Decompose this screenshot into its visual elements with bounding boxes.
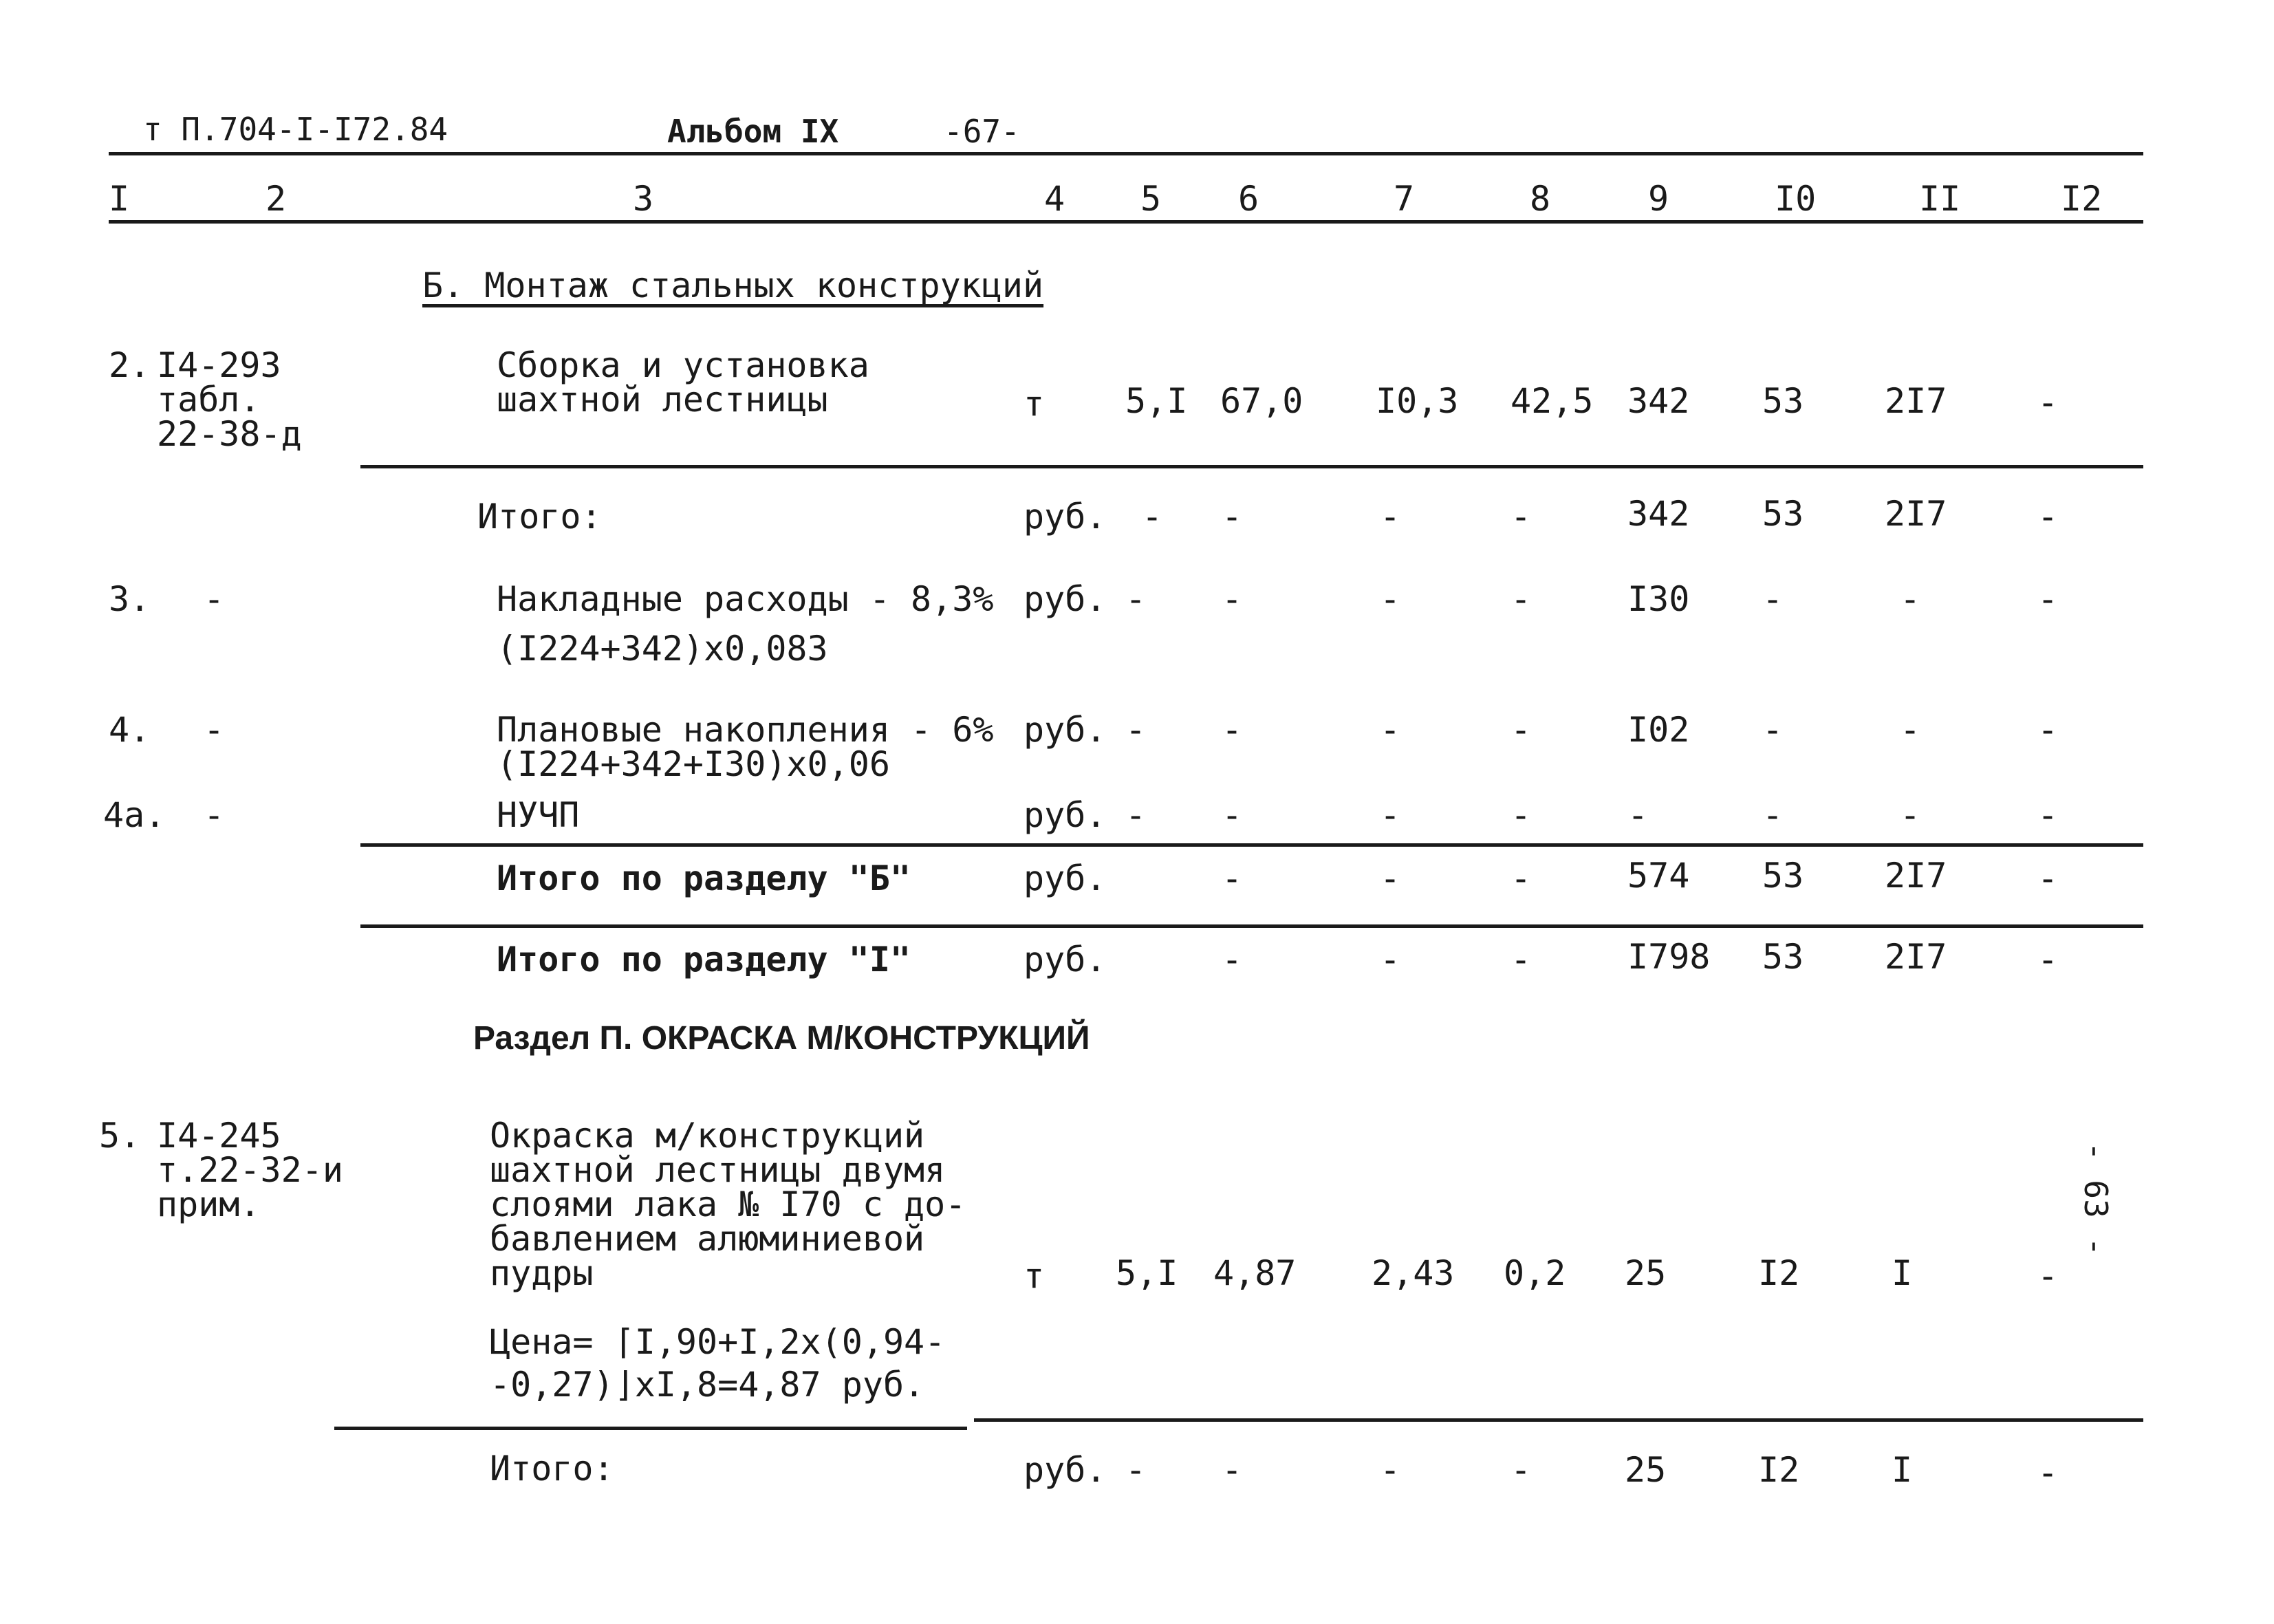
total-1-c7: - — [1380, 497, 1401, 537]
row-4-formula: (I224+342+I30)x0,06 — [497, 744, 890, 784]
row-2-c10: 53 — [1762, 381, 1804, 421]
doc-code: т П.704-I-I72.84 — [143, 111, 448, 148]
row-3-c6: - — [1222, 579, 1243, 619]
total-2-c9: 25 — [1625, 1450, 1667, 1490]
colnum-4: 4 — [1044, 179, 1065, 219]
row-4-c11: - — [1900, 710, 1921, 750]
row-4-code: - — [204, 710, 225, 750]
total-1-c5: - — [1142, 497, 1163, 537]
row-4-c10: - — [1762, 710, 1784, 750]
row-2-unit: т — [1024, 384, 1045, 424]
total-b-c10: 53 — [1762, 856, 1804, 896]
total-i-c6: - — [1222, 940, 1243, 979]
row-5-price-note: Цена= ⌈I,90+I,2x(0,94- -0,27)⌋xI,8=4,87 руб. — [490, 1322, 946, 1405]
colnum-12: I2 — [2061, 179, 2103, 219]
total-i-c11: 2I7 — [1885, 937, 1947, 977]
row-2-c7: I0,3 — [1376, 381, 1459, 421]
total-1-c11: 2I7 — [1885, 494, 1947, 534]
total-b-c6: - — [1222, 858, 1243, 898]
row-5-c10: I2 — [1758, 1253, 1800, 1293]
row-2-c12: - — [2037, 382, 2059, 422]
row-4a-c6: - — [1222, 795, 1243, 835]
total-2-c5: - — [1125, 1450, 1147, 1490]
total-b-c12: - — [2037, 858, 2059, 898]
row-2-c11: 2I7 — [1885, 381, 1947, 421]
colnum-5: 5 — [1140, 179, 1162, 219]
total-1-c8: - — [1510, 497, 1532, 537]
column-numbers-rule — [109, 220, 2143, 224]
total-b-c11: 2I7 — [1885, 856, 1947, 896]
total-1-c9: 342 — [1627, 494, 1690, 534]
colnum-9: 9 — [1648, 179, 1669, 219]
total-1-label: Итого: — [477, 497, 602, 537]
row-5-c11: I — [1892, 1253, 1913, 1293]
row-4a-c12: - — [2037, 795, 2059, 835]
row-4a-rule — [360, 843, 2143, 847]
row-5-num: 5. — [99, 1116, 141, 1156]
total-2-c12: - — [2037, 1453, 2059, 1493]
row-5-unit: т — [1024, 1256, 1045, 1296]
row-4a-c8: - — [1510, 795, 1532, 835]
row-5-c6: 4,87 — [1213, 1253, 1297, 1293]
colnum-10: I0 — [1775, 179, 1817, 219]
colnum-3: 3 — [633, 179, 654, 219]
row-5-c9: 25 — [1625, 1253, 1667, 1293]
total-b-unit: руб. — [1024, 858, 1107, 898]
row-3-formula: (I224+342)x0,083 — [497, 629, 828, 669]
row-4a-c11: - — [1900, 795, 1921, 835]
total-2-c8: - — [1510, 1450, 1532, 1490]
total-b-c9: 574 — [1627, 856, 1690, 896]
album-title: Альбом IX — [667, 113, 839, 150]
row-4-c9: I02 — [1627, 710, 1690, 750]
total-b-c7: - — [1380, 858, 1401, 898]
row-5-code: I4-245 т.22-32-и прим. — [157, 1116, 343, 1224]
row-4-c6: - — [1222, 710, 1243, 750]
section-b-title — [422, 268, 1043, 303]
row-3-c9: I30 — [1627, 579, 1690, 619]
row-4a-code: - — [204, 795, 225, 835]
row-5-c12: - — [2037, 1256, 2059, 1296]
row-4a-unit: руб. — [1024, 795, 1107, 835]
total-2-label: Итого: — [490, 1449, 614, 1488]
total-b-label: Итого по разделу "Б" — [497, 858, 911, 898]
row-3-name: Накладные расходы - 8,3% — [497, 579, 994, 619]
colnum-7: 7 — [1394, 179, 1415, 219]
row-4-name: Плановые накопления - 6% — [497, 710, 994, 750]
row-4a-c9: - — [1627, 795, 1649, 835]
total-1-c6: - — [1222, 497, 1243, 537]
total-i-c10: 53 — [1762, 937, 1804, 977]
row-4-num: 4. — [109, 710, 151, 750]
row-2-c8: 42,5 — [1510, 381, 1594, 421]
row-2-num: 2. — [109, 345, 151, 385]
row-5-c5: 5,I — [1116, 1253, 1178, 1293]
total-1-c12: - — [2037, 497, 2059, 537]
row-2-c9: 342 — [1627, 381, 1690, 421]
row-4-unit: руб. — [1024, 710, 1107, 750]
row-4a-c10: - — [1762, 795, 1784, 835]
row-5-rule-left — [334, 1427, 967, 1430]
total-i-c12: - — [2037, 940, 2059, 979]
row-5-name: Окраска м/конструкций шахтной лестницы двумя слоями лака № I70 с до- бавлением алюминиевой пудры — [490, 1116, 966, 1293]
row-2-code: I4-293 табл. 22-38-д — [157, 345, 302, 454]
row-2-c6: 67,0 — [1220, 381, 1303, 421]
row-4-c7: - — [1380, 710, 1401, 750]
row-4-c5: - — [1125, 710, 1147, 750]
side-page-mark: - 63 - — [2077, 1142, 2114, 1257]
row-4-c12: - — [2037, 710, 2059, 750]
row-3-code: - — [204, 579, 225, 619]
total-2-c7: - — [1380, 1450, 1401, 1490]
colnum-11: II — [1919, 179, 1961, 219]
row-5-rule-right — [974, 1418, 2143, 1422]
total-i-label: Итого по разделу "I" — [497, 940, 911, 979]
row-2-c5: 5,I — [1125, 381, 1188, 421]
colnum-8: 8 — [1530, 179, 1551, 219]
total-1-c10: 53 — [1762, 494, 1804, 534]
row-3-c8: - — [1510, 579, 1532, 619]
row-3-unit: руб. — [1024, 579, 1107, 619]
row-4a-c7: - — [1380, 795, 1401, 835]
row-2-name: Сборка и установка шахтной лестницы — [497, 345, 869, 420]
header-top-rule — [109, 152, 2143, 155]
total-1-unit: руб. — [1024, 497, 1107, 537]
row-3-num: 3. — [109, 579, 151, 619]
row-4-c8: - — [1510, 710, 1532, 750]
row-3-c7: - — [1380, 579, 1401, 619]
row-5-c8: 0,2 — [1504, 1253, 1566, 1293]
total-i-unit: руб. — [1024, 940, 1107, 979]
total-2-c10: I2 — [1758, 1450, 1800, 1490]
total-2-c6: - — [1222, 1450, 1243, 1490]
page-number: -67- — [944, 113, 1020, 150]
total-2-unit: руб. — [1024, 1450, 1107, 1490]
row-4a-name: НУЧП — [497, 795, 580, 835]
row-2-rule — [360, 465, 2143, 468]
colnum-6: 6 — [1238, 179, 1259, 219]
total-i-c8: - — [1510, 940, 1532, 979]
row-4a-c5: - — [1125, 795, 1147, 835]
total-i-c9: I798 — [1627, 937, 1711, 977]
total-i-c7: - — [1380, 940, 1401, 979]
section-b-title-text: Б. Монтаж стальных конструкций — [422, 266, 1044, 305]
row-3-c10: - — [1762, 579, 1784, 619]
total-2-c11: I — [1892, 1450, 1913, 1490]
row-5-c7: 2,43 — [1372, 1253, 1455, 1293]
row-3-c11: - — [1900, 579, 1921, 619]
total-b-rule — [360, 924, 2143, 928]
row-3-c12: - — [2037, 579, 2059, 619]
colnum-2: 2 — [266, 179, 287, 219]
row-3-c5: - — [1125, 579, 1147, 619]
row-4a-num: 4а. — [103, 795, 166, 835]
total-b-c8: - — [1510, 858, 1532, 898]
colnum-1: I — [109, 179, 130, 219]
section-ii-title: Раздел П. ОКРАСКА М/КОНСТРУКЦИЙ — [473, 1020, 1090, 1057]
